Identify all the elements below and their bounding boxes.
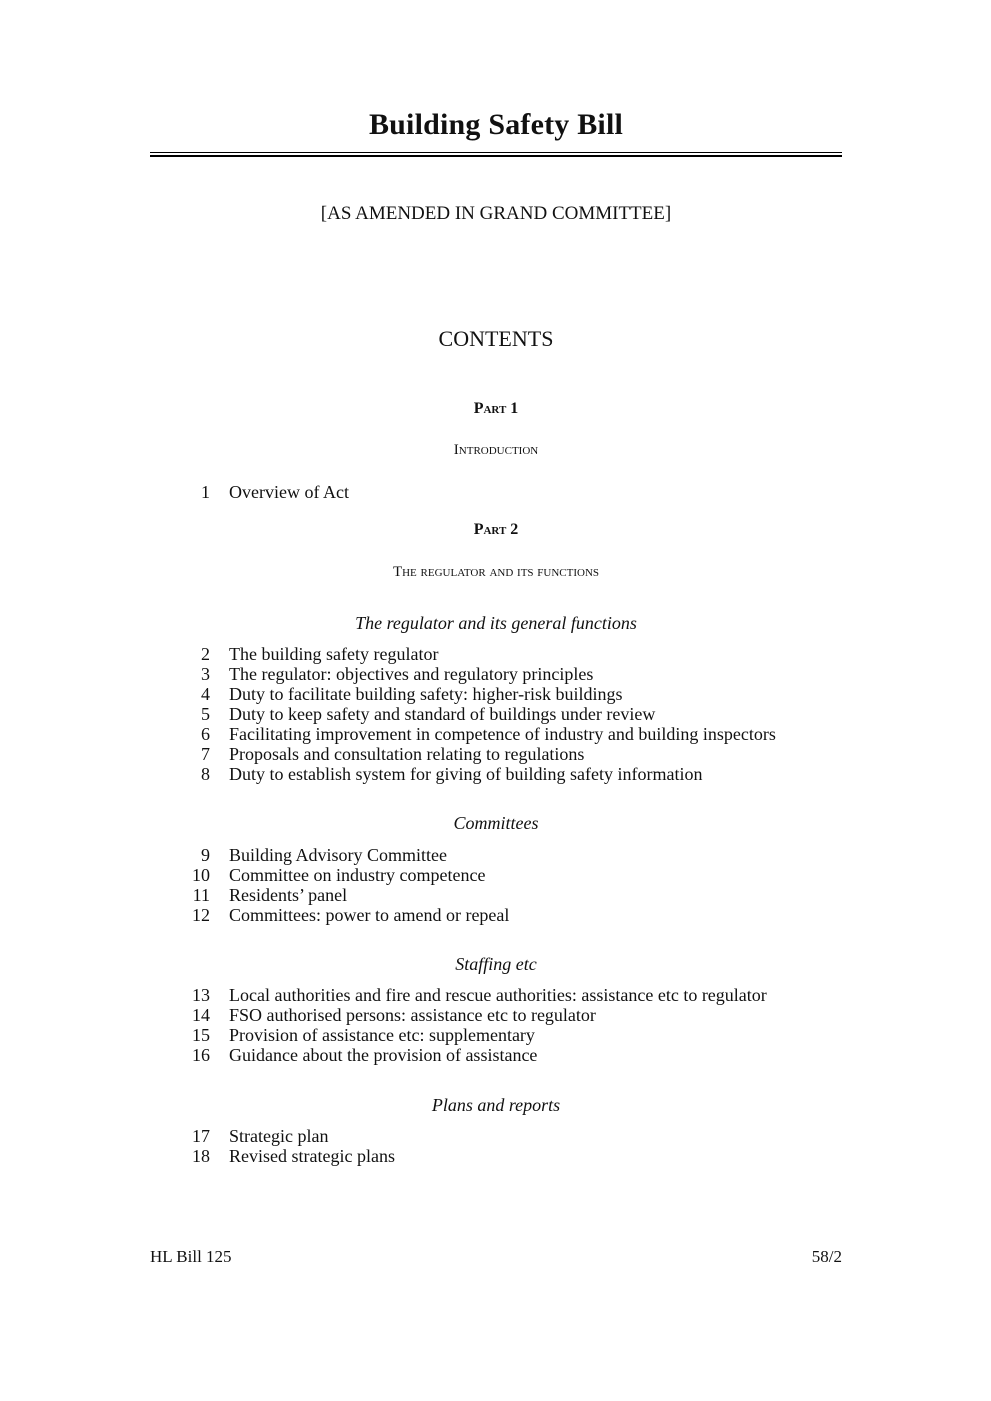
clause-number: 3 [201,664,210,684]
clause-number: 17 [192,1126,210,1146]
toc-entry[interactable] [150,684,870,704]
print-reference: 58/2 [811,1247,842,1266]
clause-title[interactable]: Overview of Act [229,482,349,502]
toc-entry[interactable] [150,744,870,764]
part-2-title: The regulator and its functions [392,564,600,580]
toc-entry[interactable] [150,905,870,925]
toc-entry[interactable] [150,1146,870,1166]
part-1-title: Introduction [453,442,539,458]
group-heading-committees: Committees [453,813,539,833]
toc-entry[interactable] [150,1005,870,1025]
clause-number: 14 [192,1005,210,1025]
group-plans-reports-entries [150,1126,870,1166]
clause-number: 8 [201,764,210,784]
amendment-status: [AS AMENDED IN GRAND COMMITTEE] [320,203,672,224]
clause-title[interactable]: Committees: power to amend or repeal [229,905,510,925]
clause-number: 16 [192,1045,210,1065]
clause-number: 5 [201,704,210,724]
clause-number: 4 [201,684,210,704]
title-rule-thin [150,152,842,153]
clause-number: 12 [192,905,210,925]
contents-heading: CONTENTS [438,326,554,351]
clause-number: 15 [192,1025,210,1045]
clause-number: 1 [201,482,210,502]
title-rule-thick [150,155,842,157]
clause-title[interactable]: Local authorities and fire and rescue authorities: assistance etc to regulator [229,985,767,1005]
clause-number: 6 [201,724,210,744]
part-1-label: Part 1 [473,400,519,417]
clause-number: 18 [192,1146,210,1166]
toc-entry[interactable] [150,985,870,1005]
clause-number: 13 [192,985,210,1005]
toc-entry[interactable] [150,724,870,744]
group-general-functions-entries [150,644,870,784]
toc-entry[interactable] [150,644,870,664]
clause-title[interactable]: Committee on industry competence [229,865,486,885]
toc-entry[interactable] [150,704,870,724]
clause-title[interactable]: Duty to keep safety and standard of buildings under review [229,704,656,724]
clause-title[interactable]: FSO authorised persons: assistance etc to regulator [229,1005,596,1025]
group-committees-entries [150,845,870,925]
clause-title[interactable]: Duty to establish system for giving of building safety information [229,764,703,784]
clause-title[interactable]: The building safety regulator [229,644,439,664]
clause-title[interactable]: Duty to facilitate building safety: higher-risk buildings [229,684,623,704]
toc-entry[interactable] [150,1025,870,1045]
clause-number: 11 [192,885,210,905]
group-heading-staffing: Staffing etc [455,954,537,974]
group-staffing-entries [150,985,870,1065]
clause-title[interactable]: The regulator: objectives and regulatory principles [229,664,594,684]
toc-entry[interactable] [150,764,870,784]
toc-entry[interactable] [150,865,870,885]
toc-entry[interactable] [150,664,870,684]
toc-entry[interactable] [150,845,870,865]
bill-title: Building Safety Bill [368,108,624,141]
clause-number: 2 [201,644,210,664]
clause-title[interactable]: Building Advisory Committee [229,845,448,865]
clause-title[interactable]: Revised strategic plans [229,1146,395,1166]
part-2-label: Part 2 [473,521,519,538]
clause-title[interactable]: Facilitating improvement in competence of industry and building inspectors [229,724,776,744]
toc-entry[interactable] [150,1126,870,1146]
toc-entry[interactable] [150,885,870,905]
clause-number: 9 [201,845,210,865]
group-heading-plans-reports: Plans and reports [431,1095,561,1115]
group-heading-general-functions: The regulator and its general functions [355,613,637,633]
clause-title[interactable]: Strategic plan [229,1126,329,1146]
clause-title[interactable]: Provision of assistance etc: supplementary [229,1025,535,1045]
clause-number: 10 [192,865,210,885]
part-1-entries [150,482,870,502]
clause-title[interactable]: Proposals and consultation relating to regulations [229,744,585,764]
clause-title[interactable]: Guidance about the provision of assistance [229,1045,538,1065]
clause-title[interactable]: Residents’ panel [229,885,348,905]
toc-entry[interactable] [150,482,870,502]
clause-number: 7 [201,744,210,764]
bill-reference: HL Bill 125 [150,1247,232,1266]
toc-entry[interactable] [150,1045,870,1065]
document-page [150,0,842,1401]
